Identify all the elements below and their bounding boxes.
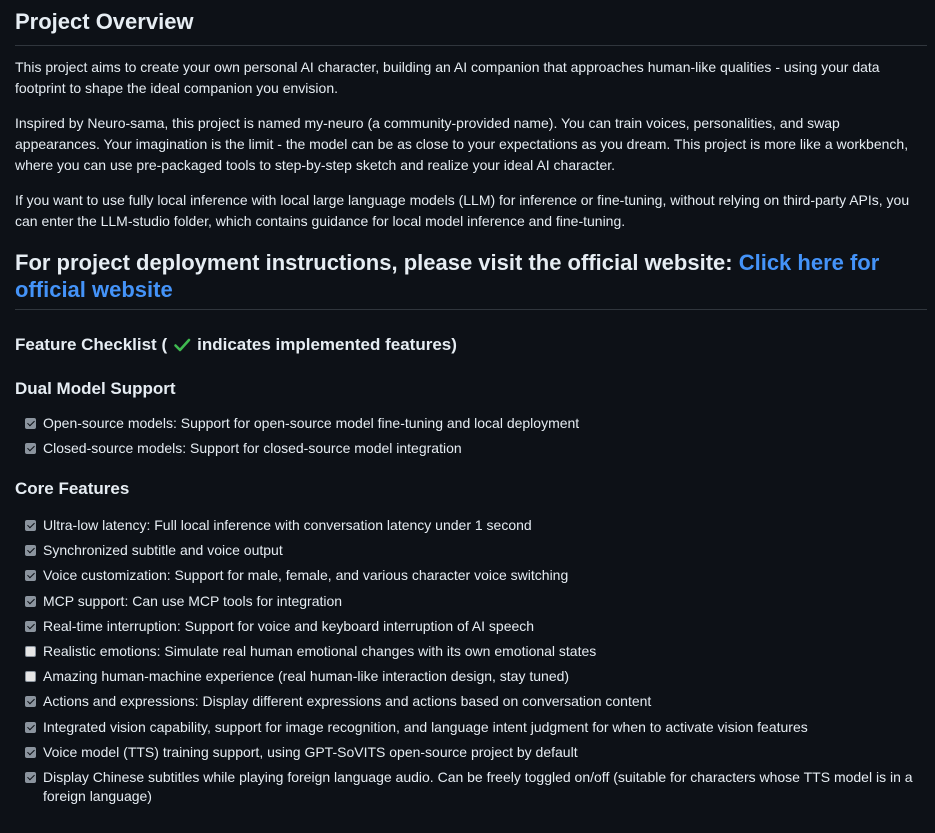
checked-checkbox[interactable]	[25, 772, 36, 783]
page-title: Project Overview	[15, 9, 194, 34]
overview-paragraph-3: If you want to use fully local inference with local large language models (LLM) for inference or fine-tuning, without relying on third-party APIs, you can enter the LLM-studio folder, which contains guidance for local model inference and fine-tuning.	[15, 192, 910, 229]
task-list-item	[25, 414, 927, 433]
task-list-item	[25, 743, 927, 762]
checklist-heading	[15, 334, 927, 356]
task-list-item	[25, 516, 927, 535]
core-features-list	[15, 516, 927, 806]
core-features-heading: Core Features	[15, 479, 130, 498]
task-list-item-text: Ultra-low latency: Full local inference with conversation latency under 1 second	[43, 517, 532, 533]
task-list-item-text: Voice model (TTS) training support, using GPT-SoVITS open-source project by default	[43, 743, 578, 760]
checked-checkbox[interactable]	[25, 570, 36, 581]
task-list-item	[25, 439, 927, 458]
checklist-title-after: indicates implemented features)	[197, 335, 457, 354]
checked-checkbox[interactable]	[25, 443, 36, 454]
task-list-item	[25, 768, 927, 806]
dual-model-list	[15, 414, 927, 458]
task-list-item-text: Actions and expressions: Display different expressions and actions based on conversation content	[43, 693, 652, 710]
task-list-item-text: Voice customization: Support for male, female, and various character voice switching	[43, 567, 569, 584]
task-list-item	[25, 617, 927, 636]
checked-checkbox[interactable]	[25, 545, 36, 556]
task-list-item	[25, 692, 927, 711]
task-list-item-text: Amazing human-machine experience (real human-like interaction design, stay tuned)	[43, 668, 570, 685]
deployment-heading	[15, 249, 927, 303]
task-list-item	[25, 566, 927, 585]
task-list-item-text: Integrated vision capability, support for image recognition, and language intent judgment for when to activate vision features	[43, 718, 808, 735]
checked-checkbox[interactable]	[25, 696, 36, 707]
checked-checkbox[interactable]	[25, 418, 36, 429]
checked-checkbox[interactable]	[25, 722, 36, 733]
title-divider	[15, 45, 927, 46]
deployment-divider	[15, 309, 927, 310]
task-list-item-text: Realistic emotions: Simulate real human emotional changes with its own emotional states	[43, 642, 597, 659]
check-icon	[173, 336, 191, 354]
unchecked-checkbox[interactable]	[25, 646, 36, 657]
unchecked-checkbox[interactable]	[25, 671, 36, 682]
overview-paragraph-2: Inspired by Neuro-sama, this project is named my-neuro (a community-provided name). You can train voices, personalities, and swap appearances. Your imagination is the limit - the model can be as close to your expectations as you dream. This project is more like a workbench, where you can use pre-packaged tools to step-by-step sketch and realize your ideal AI character.	[15, 115, 909, 173]
task-list-item	[25, 718, 927, 737]
task-list-item-text: Closed-source models: Support for closed-source model integration	[43, 440, 462, 456]
checked-checkbox[interactable]	[25, 621, 36, 632]
checked-checkbox[interactable]	[25, 596, 36, 607]
deployment-text: For project deployment instructions, please visit the official website:	[15, 250, 739, 275]
checklist-title-before: Feature Checklist (	[15, 335, 168, 354]
overview-paragraph-1: This project aims to create your own personal AI character, building an AI companion that approaches human-like qualities - using your data footprint to shape the ideal companion you envision.	[15, 59, 880, 96]
dual-model-heading: Dual Model Support	[15, 379, 176, 398]
task-list-item	[25, 541, 927, 560]
task-list-item	[25, 642, 927, 661]
official-website-link[interactable]: Click here for official website	[15, 250, 880, 302]
task-list-item-text: Open-source models: Support for open-source model fine-tuning and local deployment	[43, 415, 580, 431]
task-list-item	[25, 667, 927, 686]
task-list-item-text: MCP support: Can use MCP tools for integration	[43, 592, 343, 609]
checked-checkbox[interactable]	[25, 747, 36, 758]
readme-content	[15, 0, 927, 812]
task-list-item-text: Synchronized subtitle and voice output	[43, 542, 283, 559]
task-list-item-text: Display Chinese subtitles while playing foreign language audio. Can be freely toggled on/off (suitable for characters whose TTS model is in a foreign language)	[43, 768, 913, 804]
task-list-item-text: Real-time interruption: Support for voice and keyboard interruption of AI speech	[43, 617, 535, 634]
checked-checkbox[interactable]	[25, 520, 36, 531]
task-list-item	[25, 592, 927, 611]
